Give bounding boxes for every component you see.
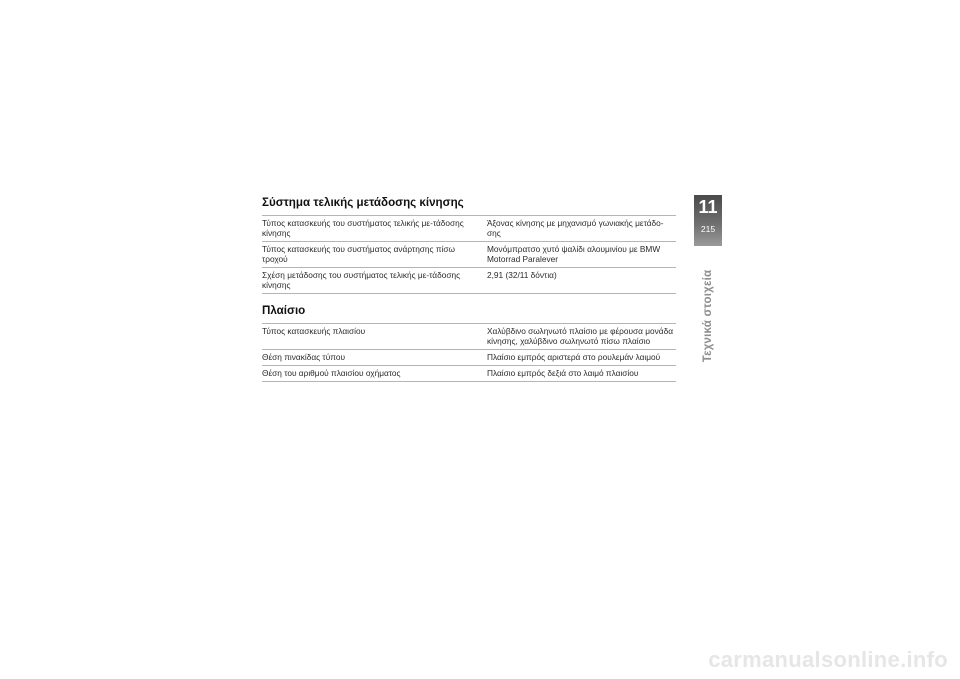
- table-row: [262, 324, 676, 350]
- chapter-side-title: Τεχνικά στοιχεία: [702, 269, 714, 363]
- chapter-number: 11: [698, 197, 718, 217]
- table-row: [262, 268, 676, 294]
- table-row: [262, 242, 676, 268]
- spec-value: Πλαίσιο εμπρός αριστερά στο ρουλεμάν λαιμού: [487, 350, 676, 366]
- spec-value: Πλαίσιο εμπρός δεξιά στο λαιμό πλαισίου: [487, 366, 676, 382]
- table-row: [262, 366, 676, 382]
- spec-label: Θέση πινακίδας τύπου: [262, 350, 487, 366]
- section-title-final-drive: Σύστημα τελικής μετάδοσης κίνησης: [262, 196, 464, 209]
- table-row: [262, 216, 676, 242]
- frame-spec-table: [262, 323, 676, 382]
- spec-value: 2,91 (32/11 δόντια): [487, 268, 676, 294]
- spec-value: Χαλύβδινο σωληνωτό πλαίσιο με φέρουσα μονάδα κίνησης, χαλύβδινο σωληνωτό πίσω πλαίσιο: [487, 324, 676, 350]
- table-row: [262, 350, 676, 366]
- spec-label: Τύπος κατασκευής του συστήματος ανάρτησης πίσω τροχού: [262, 242, 487, 268]
- spec-value: Άξονας κίνησης με μηχανισμό γωνιακής μετάδο-σης: [487, 216, 676, 242]
- spec-label: Θέση του αριθμού πλαισίου οχήματος: [262, 366, 487, 382]
- chapter-tab: [694, 195, 722, 246]
- spec-label: Τύπος κατασκευής του συστήματος τελικής με-τάδοσης κίνησης: [262, 216, 487, 242]
- spec-label: Σχέση μετάδοσης του συστήματος τελικής με-τάδοσης κίνησης: [262, 268, 487, 294]
- final-drive-spec-table: [262, 215, 676, 294]
- page-content: [262, 196, 676, 382]
- page-number: 215: [700, 224, 716, 234]
- spec-label: Τύπος κατασκευής πλαισίου: [262, 324, 487, 350]
- watermark: carmanualsonline.info: [708, 647, 948, 672]
- spec-value: Μονόμπρατσο χυτό ψαλίδι αλουμινίου με BMW Motorrad Paralever: [487, 242, 676, 268]
- section-title-frame: Πλαίσιο: [262, 304, 306, 317]
